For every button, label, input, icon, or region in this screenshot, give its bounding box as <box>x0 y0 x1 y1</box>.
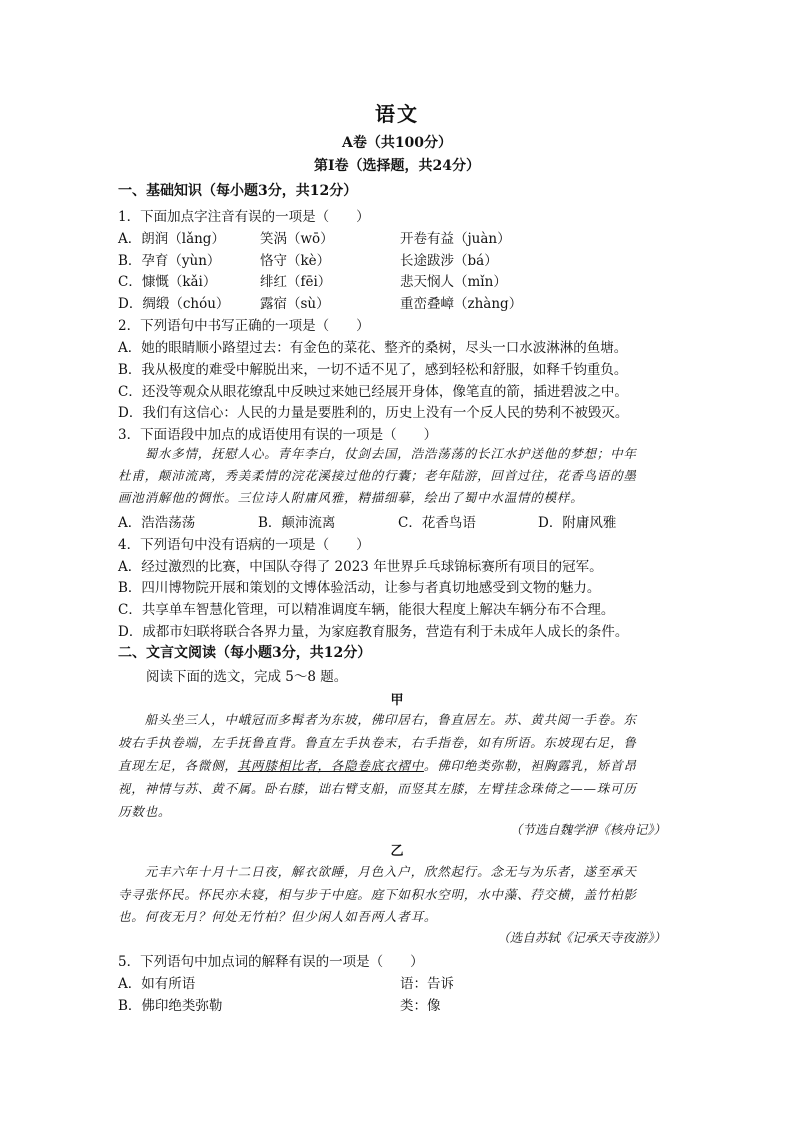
passage-jia-line: 坡右手执卷端，左手抚鲁直背。鲁直左手执卷末，右手指卷，如有所语。东坡现右足，鲁 <box>118 735 637 750</box>
passage-yi-source: （选自苏轼《记承天寺夜游》） <box>497 930 666 945</box>
q5-row-b-item: B．佛印绝类弥勒 <box>118 998 223 1014</box>
q1-stem: 1．下面加点字注音有误的一项是（ ） <box>118 209 370 225</box>
q2-option-b: B．我从极度的难受中解脱出来，一切不适不见了，感到轻松和舒服，如释千钧重负。 <box>118 362 628 378</box>
q1-row-a-col1: A．朗润（lǎng） <box>118 231 225 247</box>
section1-heading: 一、基础知识（每小题3分，共12分） <box>118 183 358 199</box>
q2-stem: 2．下列语句中书写正确的一项是（ ） <box>118 318 370 334</box>
passage-jia-segment: 。佛印绝类弥勒，袒胸露乳，矫首昂 <box>423 758 637 773</box>
q1-row-d-col1: D．绸缎（chóu） <box>118 296 230 312</box>
passage-jia-line <box>118 756 637 774</box>
passage-jia-line: 视，神情与苏、黄不属。卧右膝，诎右臂支船，而竖其左膝，左臂挂念珠倚之——珠可历 <box>118 781 637 796</box>
q1-row-c-col1: C．慷慨（kǎi） <box>118 274 217 290</box>
passage-jia-segment: 直现左足，各微侧， <box>118 758 238 773</box>
q5-stem: 5．下列语句中加点词的解释有误的一项是（ ） <box>118 954 424 970</box>
q3-option-d: D．附庸风雅 <box>538 515 617 531</box>
q4-stem: 4．下列语句中没有语病的一项是（ ） <box>118 537 370 553</box>
passage-jia-line: 历数也。 <box>118 804 172 819</box>
q5-row-a-item: A．如有所语 <box>118 976 196 992</box>
q2-option-d: D．我们有这信心：人民的力量是要胜利的，历史上没有一个反人民的势利不被毁灭。 <box>118 405 629 421</box>
q3-stem: 3．下面语段中加点的成语使用有误的一项是（ ） <box>118 427 438 443</box>
passage-jia-underlined-sentence: 其两膝相比者，各隐卷底衣褶中 <box>237 758 424 773</box>
q2-option-c: C．还没等观众从眼花缭乱中反映过来她已经展开身体，像笔直的箭，插进碧波之中。 <box>118 384 628 400</box>
q3-option-c: C．花香鸟语 <box>398 515 476 531</box>
passage-jia-label: 甲 <box>390 693 404 708</box>
q1-row-c-col3: 悲天悯人（mǐn） <box>400 274 507 290</box>
q3-option-a: A．浩浩荡荡 <box>118 515 196 531</box>
passage-yi-label: 乙 <box>390 844 404 859</box>
passage-jia-source: （节选自魏学洢《核舟记》） <box>509 822 666 837</box>
section2-instruction: 阅读下面的选文，完成 5～8 题。 <box>146 669 348 685</box>
q1-row-b-col1: B．孕育（yùn） <box>118 253 221 269</box>
q2-option-a: A．她的眼睛顺小路望过去：有金色的菜花、整齐的桑树，尽头一口水波淋淋的鱼塘。 <box>118 340 628 356</box>
passage-yi-line: 元丰六年十月十二日夜，解衣欲睡，月色入户，欣然起行。念无与为乐者，遂至承天 <box>118 864 637 879</box>
q1-row-a-col2: 笑涡（wō） <box>260 231 334 247</box>
q1-row-d-col2: 露宿（sù） <box>260 296 330 312</box>
q4-option-c: C．共享单车智慧化管理，可以精准调度车辆，能很大程度上解决车辆分布不合理。 <box>118 602 615 618</box>
q3-option-b: B．颠沛流离 <box>258 515 336 531</box>
q3-passage-line: 蜀水多情，抚慰人心。青年李白，仗剑去国，浩浩荡荡的长江水护送他的梦想；中年 <box>118 446 637 461</box>
section2-heading: 二、文言文阅读（每小题3分，共12分） <box>118 645 372 661</box>
q5-row-a-gloss: 语：告诉 <box>400 976 454 992</box>
volume-heading: A卷（共100分） <box>341 135 453 151</box>
q1-row-c-col2: 绯红（fēi） <box>260 274 332 290</box>
q1-row-a-col3: 开卷有益（juàn） <box>400 231 511 247</box>
q3-passage-line: 画池消解他的惆怅。三位诗人附庸风雅，精描细摹，绘出了蜀中水温情的模样。 <box>118 490 584 505</box>
q4-option-d: D．成都市妇联将联合各界力量，为家庭教育服务，营造有利于未成年人成长的条件。 <box>118 624 629 640</box>
q1-row-d-col3: 重峦叠嶂（zhàng） <box>400 296 523 312</box>
q3-passage-line: 杜甫，颠沛流离，秀美柔情的浣花溪接过他的行囊；老年陆游，回首过往，花香鸟语的墨 <box>118 468 637 483</box>
passage-yi-line: 寺寻张怀民。怀民亦未寝，相与步于中庭。庭下如积水空明，水中藻、荇交横，盖竹柏影 <box>118 887 637 902</box>
passage-jia-line: 船头坐三人，中峨冠而多髯者为东坡，佛印居右，鲁直居左。苏、黄共阅一手卷。东 <box>118 712 637 727</box>
q4-option-a: A．经过激烈的比赛，中国队夺得了 2023 年世界乒乓球锦标赛所有项目的冠军。 <box>118 559 603 575</box>
q1-row-b-col2: 恪守（kè） <box>260 253 331 269</box>
page-title: 语文 <box>375 102 419 126</box>
passage-yi-line: 也。何夜无月？何处无竹柏？但少闲人如吾两人者耳。 <box>118 909 438 924</box>
part-heading: 第Ⅰ卷（选择题，共24分） <box>313 158 481 174</box>
q4-option-b: B．四川博物院开展和策划的文博体验活动，让参与者真切地感受到文物的魅力。 <box>118 580 601 596</box>
q5-row-b-gloss: 类：像 <box>400 998 441 1014</box>
q1-row-b-col3: 长途跋涉（bá） <box>400 253 498 269</box>
